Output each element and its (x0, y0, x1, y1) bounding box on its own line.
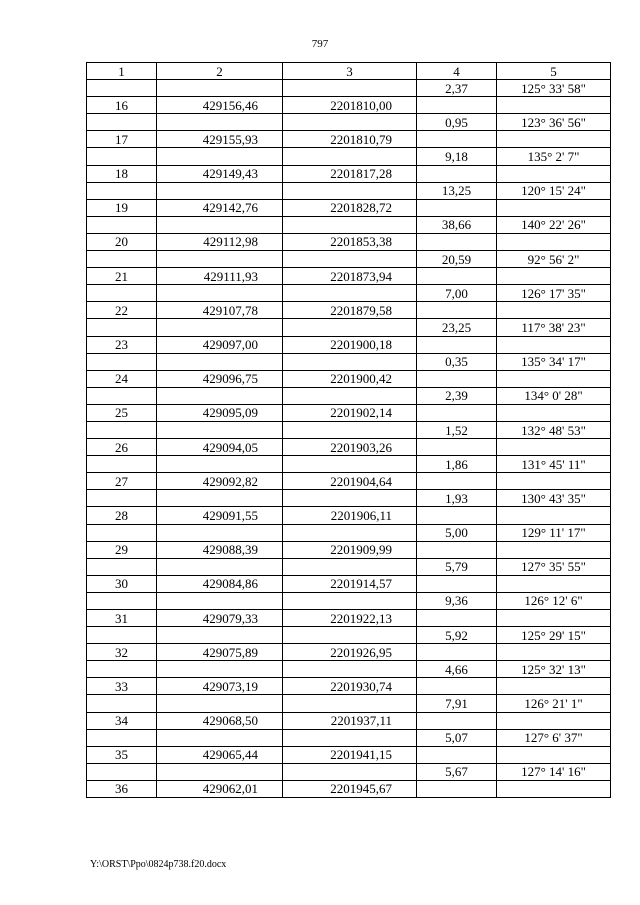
cell-coord-x: 429091,55 (157, 507, 283, 524)
cell-coord-x (157, 319, 283, 336)
cell-angle: 125° 32' 13" (497, 661, 611, 678)
cell-point-number (87, 285, 157, 302)
cell-coord-x: 429142,76 (157, 199, 283, 216)
cell-angle: 120° 15' 24" (497, 182, 611, 199)
cell-distance: 0,35 (417, 353, 497, 370)
cell-coord-y (283, 661, 417, 678)
segment-row (87, 661, 611, 678)
cell-distance: 2,39 (417, 387, 497, 404)
segment-row (87, 387, 611, 404)
segment-row (87, 285, 611, 302)
point-row (87, 507, 611, 524)
cell-coord-x (157, 148, 283, 165)
cell-coord-x: 429065,44 (157, 746, 283, 763)
cell-coord-y (283, 558, 417, 575)
cell-point-number: 36 (87, 780, 157, 797)
cell-distance: 1,93 (417, 490, 497, 507)
cell-coord-x (157, 558, 283, 575)
cell-distance (417, 233, 497, 250)
segment-row (87, 763, 611, 780)
header-col-4: 4 (417, 63, 497, 80)
cell-distance: 38,66 (417, 216, 497, 233)
cell-coord-x (157, 456, 283, 473)
cell-point-number (87, 182, 157, 199)
point-row (87, 746, 611, 763)
cell-coord-y: 2201904,64 (283, 473, 417, 490)
cell-angle: 140° 22' 26" (497, 216, 611, 233)
cell-coord-x (157, 285, 283, 302)
cell-coord-x (157, 182, 283, 199)
cell-point-number: 24 (87, 370, 157, 387)
cell-point-number: 18 (87, 165, 157, 182)
segment-row (87, 592, 611, 609)
cell-angle: 125° 33' 58" (497, 80, 611, 97)
cell-angle: 135° 34' 17" (497, 353, 611, 370)
cell-angle (497, 575, 611, 592)
cell-point-number: 35 (87, 746, 157, 763)
cell-coord-y: 2201900,42 (283, 370, 417, 387)
cell-angle: 126° 17' 35" (497, 285, 611, 302)
cell-coord-x: 429088,39 (157, 541, 283, 558)
cell-coord-x (157, 353, 283, 370)
coordinates-table (86, 62, 611, 798)
cell-angle (497, 404, 611, 421)
cell-point-number: 34 (87, 712, 157, 729)
point-row (87, 610, 611, 627)
cell-angle: 125° 29' 15" (497, 627, 611, 644)
cell-coord-x: 429155,93 (157, 131, 283, 148)
cell-point-number (87, 251, 157, 268)
cell-distance (417, 404, 497, 421)
cell-point-number: 23 (87, 336, 157, 353)
cell-angle: 132° 48' 53" (497, 421, 611, 438)
cell-angle (497, 678, 611, 695)
cell-point-number (87, 763, 157, 780)
cell-coord-x: 429068,50 (157, 712, 283, 729)
cell-coord-y (283, 148, 417, 165)
cell-angle: 127° 35' 55" (497, 558, 611, 575)
cell-coord-x (157, 114, 283, 131)
cell-angle: 92° 56' 2" (497, 251, 611, 268)
cell-distance: 0,95 (417, 114, 497, 131)
cell-angle (497, 610, 611, 627)
cell-coord-y (283, 251, 417, 268)
point-row (87, 336, 611, 353)
cell-angle: 123° 36' 56" (497, 114, 611, 131)
cell-distance (417, 610, 497, 627)
cell-point-number: 25 (87, 404, 157, 421)
point-row (87, 268, 611, 285)
cell-coord-x (157, 490, 283, 507)
cell-angle: 134° 0' 28" (497, 387, 611, 404)
point-row (87, 439, 611, 456)
point-row (87, 165, 611, 182)
segment-row (87, 490, 611, 507)
cell-distance (417, 268, 497, 285)
cell-point-number (87, 592, 157, 609)
cell-coord-x (157, 763, 283, 780)
cell-distance: 1,86 (417, 456, 497, 473)
cell-coord-y (283, 695, 417, 712)
cell-point-number: 31 (87, 610, 157, 627)
cell-angle: 127° 6' 37" (497, 729, 611, 746)
cell-angle (497, 644, 611, 661)
segment-row (87, 353, 611, 370)
cell-point-number (87, 695, 157, 712)
cell-distance (417, 575, 497, 592)
cell-coord-x: 429094,05 (157, 439, 283, 456)
cell-coord-x: 429075,89 (157, 644, 283, 661)
cell-point-number: 27 (87, 473, 157, 490)
cell-distance: 7,91 (417, 695, 497, 712)
cell-coord-y (283, 456, 417, 473)
cell-coord-x: 429107,78 (157, 302, 283, 319)
cell-point-number: 32 (87, 644, 157, 661)
cell-coord-x: 429073,19 (157, 678, 283, 695)
cell-coord-y: 2201810,79 (283, 131, 417, 148)
cell-distance: 5,07 (417, 729, 497, 746)
cell-coord-y: 2201914,57 (283, 575, 417, 592)
page-number: 797 (311, 38, 329, 50)
cell-distance: 7,00 (417, 285, 497, 302)
segment-row (87, 729, 611, 746)
cell-distance: 2,37 (417, 80, 497, 97)
cell-angle: 130° 43' 35" (497, 490, 611, 507)
point-row (87, 404, 611, 421)
cell-coord-y: 2201828,72 (283, 199, 417, 216)
cell-coord-x: 429111,93 (157, 268, 283, 285)
cell-point-number (87, 627, 157, 644)
cell-point-number (87, 490, 157, 507)
cell-distance (417, 644, 497, 661)
point-row (87, 199, 611, 216)
cell-coord-y (283, 114, 417, 131)
cell-point-number (87, 729, 157, 746)
cell-coord-y: 2201873,94 (283, 268, 417, 285)
point-row (87, 97, 611, 114)
cell-coord-x (157, 80, 283, 97)
cell-angle (497, 336, 611, 353)
cell-coord-y: 2201906,11 (283, 507, 417, 524)
cell-angle (497, 780, 611, 797)
cell-angle: 126° 21' 1" (497, 695, 611, 712)
segment-row (87, 695, 611, 712)
cell-distance: 20,59 (417, 251, 497, 268)
cell-angle (497, 131, 611, 148)
cell-distance (417, 336, 497, 353)
cell-coord-x: 429095,09 (157, 404, 283, 421)
cell-point-number: 28 (87, 507, 157, 524)
cell-distance: 5,00 (417, 524, 497, 541)
segment-row (87, 251, 611, 268)
cell-coord-y: 2201926,95 (283, 644, 417, 661)
cell-coord-x (157, 627, 283, 644)
cell-angle (497, 199, 611, 216)
cell-point-number (87, 353, 157, 370)
cell-angle (497, 268, 611, 285)
point-row (87, 233, 611, 250)
cell-coord-x: 429149,43 (157, 165, 283, 182)
cell-point-number (87, 148, 157, 165)
cell-point-number (87, 387, 157, 404)
cell-coord-y: 2201941,15 (283, 746, 417, 763)
cell-angle (497, 746, 611, 763)
cell-coord-x (157, 216, 283, 233)
cell-coord-y: 2201903,26 (283, 439, 417, 456)
cell-point-number: 21 (87, 268, 157, 285)
cell-distance (417, 541, 497, 558)
cell-coord-y: 2201945,67 (283, 780, 417, 797)
cell-coord-y (283, 80, 417, 97)
cell-coord-x (157, 421, 283, 438)
segment-row (87, 421, 611, 438)
cell-distance (417, 678, 497, 695)
cell-angle: 129° 11' 17" (497, 524, 611, 541)
point-row (87, 541, 611, 558)
cell-coord-x: 429112,98 (157, 233, 283, 250)
cell-distance (417, 780, 497, 797)
cell-distance (417, 507, 497, 524)
cell-point-number: 20 (87, 233, 157, 250)
cell-coord-y: 2201922,13 (283, 610, 417, 627)
point-row (87, 302, 611, 319)
cell-coord-y (283, 763, 417, 780)
cell-coord-x: 429062,01 (157, 780, 283, 797)
cell-distance: 9,18 (417, 148, 497, 165)
cell-distance (417, 302, 497, 319)
cell-coord-y (283, 729, 417, 746)
cell-angle (497, 302, 611, 319)
segment-row (87, 524, 611, 541)
cell-point-number (87, 661, 157, 678)
cell-angle: 117° 38' 23" (497, 319, 611, 336)
cell-distance (417, 370, 497, 387)
cell-angle (497, 507, 611, 524)
cell-coord-x: 429097,00 (157, 336, 283, 353)
cell-coord-x (157, 387, 283, 404)
file-path-footer: Y:\ORST\Ppo\0824p738.f20.docx (90, 859, 227, 870)
point-row (87, 473, 611, 490)
cell-coord-y: 2201909,99 (283, 541, 417, 558)
cell-angle: 131° 45' 11" (497, 456, 611, 473)
cell-coord-y (283, 421, 417, 438)
cell-coord-x (157, 695, 283, 712)
cell-point-number: 26 (87, 439, 157, 456)
point-row (87, 712, 611, 729)
cell-coord-x (157, 524, 283, 541)
cell-distance (417, 165, 497, 182)
cell-distance: 23,25 (417, 319, 497, 336)
cell-distance: 13,25 (417, 182, 497, 199)
cell-coord-y (283, 353, 417, 370)
cell-distance: 5,92 (417, 627, 497, 644)
cell-coord-y (283, 285, 417, 302)
cell-point-number: 19 (87, 199, 157, 216)
segment-row (87, 319, 611, 336)
cell-distance (417, 131, 497, 148)
cell-distance: 9,36 (417, 592, 497, 609)
segment-row (87, 114, 611, 131)
cell-point-number: 30 (87, 575, 157, 592)
cell-distance (417, 746, 497, 763)
cell-distance: 1,52 (417, 421, 497, 438)
cell-angle (497, 541, 611, 558)
header-col-2: 2 (157, 63, 283, 80)
cell-coord-y (283, 387, 417, 404)
cell-point-number (87, 80, 157, 97)
cell-coord-y: 2201930,74 (283, 678, 417, 695)
cell-angle (497, 712, 611, 729)
cell-point-number (87, 524, 157, 541)
cell-distance (417, 473, 497, 490)
header-col-1: 1 (87, 63, 157, 80)
cell-point-number (87, 319, 157, 336)
cell-point-number (87, 114, 157, 131)
cell-point-number (87, 558, 157, 575)
point-row (87, 575, 611, 592)
segment-row (87, 558, 611, 575)
cell-angle (497, 233, 611, 250)
cell-angle: 127° 14' 16" (497, 763, 611, 780)
cell-distance (417, 439, 497, 456)
cell-angle: 126° 12' 6" (497, 592, 611, 609)
segment-row (87, 148, 611, 165)
cell-distance: 5,79 (417, 558, 497, 575)
point-row (87, 780, 611, 797)
cell-coord-y: 2201937,11 (283, 712, 417, 729)
cell-angle (497, 97, 611, 114)
point-row (87, 370, 611, 387)
cell-distance: 4,66 (417, 661, 497, 678)
segment-row (87, 216, 611, 233)
cell-coord-y (283, 216, 417, 233)
cell-coord-y: 2201900,18 (283, 336, 417, 353)
header-col-3: 3 (283, 63, 417, 80)
cell-angle (497, 439, 611, 456)
cell-coord-x (157, 251, 283, 268)
cell-distance (417, 199, 497, 216)
cell-angle (497, 165, 611, 182)
cell-coord-y: 2201879,58 (283, 302, 417, 319)
cell-coord-y (283, 627, 417, 644)
segment-row (87, 182, 611, 199)
cell-coord-y (283, 592, 417, 609)
cell-coord-x (157, 661, 283, 678)
point-row (87, 678, 611, 695)
cell-coord-y: 2201817,28 (283, 165, 417, 182)
cell-point-number: 16 (87, 97, 157, 114)
cell-point-number (87, 216, 157, 233)
cell-angle (497, 473, 611, 490)
cell-point-number (87, 456, 157, 473)
cell-coord-y: 2201853,38 (283, 233, 417, 250)
cell-distance (417, 97, 497, 114)
segment-row (87, 627, 611, 644)
cell-point-number: 22 (87, 302, 157, 319)
cell-coord-x: 429079,33 (157, 610, 283, 627)
cell-point-number (87, 421, 157, 438)
table-body (87, 80, 611, 798)
cell-distance (417, 712, 497, 729)
cell-point-number: 33 (87, 678, 157, 695)
cell-coord-y (283, 319, 417, 336)
point-row (87, 131, 611, 148)
cell-coord-y (283, 524, 417, 541)
cell-coord-y (283, 490, 417, 507)
cell-coord-y (283, 182, 417, 199)
cell-coord-x: 429092,82 (157, 473, 283, 490)
cell-coord-x (157, 592, 283, 609)
cell-point-number: 29 (87, 541, 157, 558)
cell-point-number: 17 (87, 131, 157, 148)
cell-coord-x: 429084,86 (157, 575, 283, 592)
header-col-5: 5 (497, 63, 611, 80)
cell-coord-x: 429156,46 (157, 97, 283, 114)
point-row (87, 644, 611, 661)
cell-coord-y: 2201810,00 (283, 97, 417, 114)
cell-coord-y: 2201902,14 (283, 404, 417, 421)
cell-angle (497, 370, 611, 387)
segment-row (87, 456, 611, 473)
table-header-row (87, 63, 611, 80)
cell-coord-x: 429096,75 (157, 370, 283, 387)
cell-angle: 135° 2' 7" (497, 148, 611, 165)
cell-coord-x (157, 729, 283, 746)
cell-distance: 5,67 (417, 763, 497, 780)
segment-row (87, 80, 611, 97)
